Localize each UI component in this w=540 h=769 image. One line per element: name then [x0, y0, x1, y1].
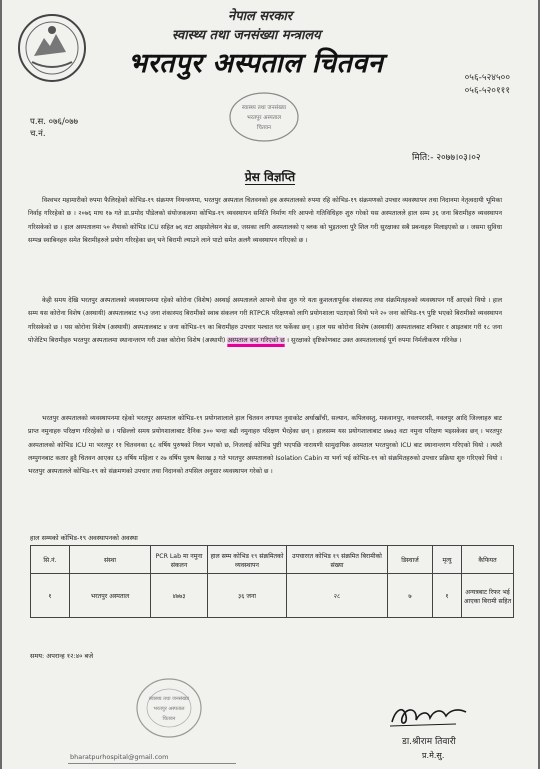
table-header-cell: मृत्यु — [433, 546, 462, 574]
signatory-designation: प्र.मे.सु. — [422, 751, 445, 760]
table-header-cell: उपचाररत कोभिड १९ संक्रमित बिरामीको संख्या — [287, 546, 388, 574]
reference-number: प.स. ०७६/०७७ — [30, 117, 79, 127]
table-caption: हाल सम्मको कोभिड-१९ अवस्थापनको अवस्था — [30, 534, 138, 542]
phone-number-1: ०५६-५२४५०० — [464, 73, 510, 83]
paragraph-2-text-a: केही समय देखि भरतपुर अस्पतालको व्यवस्थापनमा रहेको कोरोना (विशेष) अस्थाई अस्पतालले आफ्नो सेवा शुरु गरे यता कुशलतापूर्वक शंकास्पद तथा संक्रमितहरुको व्यवस्थापन गर्दै आएको थियो । हाल सम्म यस कोरोना विशेष (अस्थायी) अस्पतालबाट ९५३ जना शंकास्पद बिरामीको स्वाब संकलन गरी RTPCR परिक्षणको लागि प्रयोगशाला पठाएको थियो भने २० जना कोभिड-१९ पुष्टि भएको बिरामीको व्यवस्थापन गरिसकेको छ । यस कोरोना विशेष (अस्थायी) अस्पतालबाट ४ जना कोभिड-१९ का बिरामीहरु उपचार पश्चात घर फर्केका छन् । हाल यस कोरोना विशेष (अस्थायी) अस्पतालबाट शनिबार र आइतबार गरी १८ जना पोजेटिभ बिरामीहरु भरतपुर अस्पतालमा स्थानान्तरण गरी उक्त कोरोना विशेष (अस्थायी) — [28, 297, 502, 344]
seal-text-2: भरतपुर अस्पताल — [153, 706, 185, 712]
table-header-cell: हाल सम्म कोभिड १९ संक्रमितको व्यवस्थापन — [208, 546, 287, 574]
table-header-row — [31, 546, 514, 574]
signatory-name: डा.श्रीराम तिवारी — [402, 737, 456, 747]
table-cell: ४७७३ — [151, 574, 208, 618]
seal-text-3: चितवन — [162, 716, 176, 722]
paragraph-2-text-b: । सुरक्षाको दृष्टिकोणबाट उक्त अस्पतालालाई पूर्ण रुपमा निर्मलीकरण गरिनेछ । — [286, 336, 462, 344]
hospital-seal-icon — [134, 676, 204, 740]
table-cell: १ — [433, 574, 462, 618]
seal-text-1: स्वास्थ्य तथा जनसंख्या — [148, 696, 190, 702]
header-hospital-name: भरतपुर अस्पताल चितवन — [128, 48, 384, 79]
footer-divider — [68, 763, 236, 764]
hospital-stamp-icon — [228, 91, 300, 143]
table-cell: १ — [31, 574, 70, 618]
stamp-text-3: चितवन — [256, 125, 272, 131]
email-address: bharatpurhospital@gmail.com — [70, 753, 169, 761]
table-header-cell: PCR Lab मा नमुना संकलन — [151, 546, 208, 574]
table-cell: २८ — [287, 574, 388, 618]
table-row — [31, 574, 514, 618]
covid-status-table — [30, 545, 514, 618]
press-release-page — [2, 0, 538, 769]
paragraph-2 — [28, 294, 502, 347]
phone-number-2: ०५६-५२०१११ — [464, 86, 510, 96]
header-government: नेपाल सरकार — [228, 9, 293, 24]
signature-icon — [386, 698, 472, 732]
table-header-cell: सि.नं. — [31, 546, 70, 574]
table-header-cell: संस्था — [70, 546, 151, 574]
table-cell: ३६ जना — [208, 574, 287, 618]
table-cell: अन्यत्रबाट रिफर भई आएका बिरामी सहित — [462, 574, 514, 618]
nepal-emblem-icon — [16, 12, 88, 84]
table-cell: भरतपुर अस्पताल — [70, 574, 151, 618]
table-cell: ७ — [388, 574, 433, 618]
page-title-text: प्रेस विज्ञप्ति — [244, 170, 296, 184]
issue-time: समय: अपरान्ह १२:४० बजे — [30, 652, 94, 660]
issue-date: मिति:- २०७७।०३।०२ — [412, 153, 481, 163]
table-header-cell: डिस्चार्ज — [388, 546, 433, 574]
dispatch-number: च.नं. — [30, 129, 46, 139]
stamp-text-2: भरतपुर अस्पताल — [246, 115, 282, 121]
paragraph-3: भरतपुर अस्पतालको व्यवस्थापनमा रहेको भरतपुर अस्पताल कोभिड-१९ प्रयोगशालाले हाल चितवन लगायत नुवाकोट अर्घाखाँची, सल्यान, कपिलवस्तु, मकवानपुर, नवलपरासी, नवलपुर आदि जिल्लाहरु बाट प्राप्त नमुनाहरु परिक्षण गरिरहेको छ । पछिल्लो समय प्रयोगशालाबाट दैनिक ३०० भन्दा बढी नमुनाहरु परिक्षण भैरहेका छन् । हालसम्म यस प्रयोगशालाबाट ४७७३ वटा नमुना परिक्षण भइसकेका छन् । भरतपुर अस्पतालको कोभिड ICU मा भरतपुर ११ चितवनका ६८ वर्षिय पुरुषको निधन भएको छ, निजलाई कोभिड पुष्टी भएपछि नारायणी सामुदायिक अस्पताल भरतपुरको ICU बाट स्थानान्तरण गरिएको थियो । त्यस्तै लम्पुगनबाट कतार हुदै चितवन आएका ६३ वर्षिय महिला र २७ वर्षिय पुरुष बैशाख ३ गते भरतपुर अस्पतालको Isolation Cabin मा भर्ना भई कोभिड-१९ को संक्रमितहरुको उपचार प्रक्रिया शुरु गरिएको थियो । भरतपुर अस्पतालले कोभिड-१९ को संक्रमणको उपचार तथा निदानको तपसिल अनुसार व्यवस्थापन गरेको छ । — [28, 415, 502, 476]
stamp-text-1: स्वास्थ्य तथा जनसंख्या — [241, 105, 287, 111]
highlighted-closure-text: अस्पताल बन्द गरिएको छ — [227, 336, 285, 344]
header-ministry: स्वास्थ्य तथा जनसंख्या मन्त्रालय — [172, 28, 321, 43]
paragraph-1: विश्वभर महामारीको रुपमा फैलिरहेको कोभिड-१९ संक्रमण नियन्त्रणमा, भरतपुर अस्पताल चितवनको हब अस्पतालको रुपमा रहि कोभिड-१९ संक्रमणको उपचार व्यवस्थापन तथा निदानमा नेतृत्वदायी भूमिका निर्वाह गरिरहेको छ । २०७६ माघ १७ गते डा.प्रमोद पौडेलको संयोजकत्वमा कोभिड-१९ व्यवस्थापन समिति निर्माण गरि आफ्नो गतिविधिहरु शुरु गरेको यस अस्पतालले हाल सम्म ३६ जना बिरामीहरु व्यवस्थापन गरिसकेको छ । हाल अस्पतालमा ५० शैयाको कोभिड ICU सहित ७६ वटा आइसोलेसन बेड छ, जसका लागि अस्पतालको ए ब्लक को भुइतल्ला पुरै शिल गरी सुरक्षाका सबै प्रबन्धहरु मिलाइएको छ । जसमा सुविधा सम्पन्न स्वाबिनहरु समेत बिरामीहरुले प्रयोग गरिरहेका छन् भने बिरामी ल्याउने लाने पाटो समेत अलगै व्यवस्थापन गरिएको छ । — [28, 197, 502, 244]
page-title — [2, 168, 538, 185]
table-header-cell: कैफियत — [462, 546, 514, 574]
